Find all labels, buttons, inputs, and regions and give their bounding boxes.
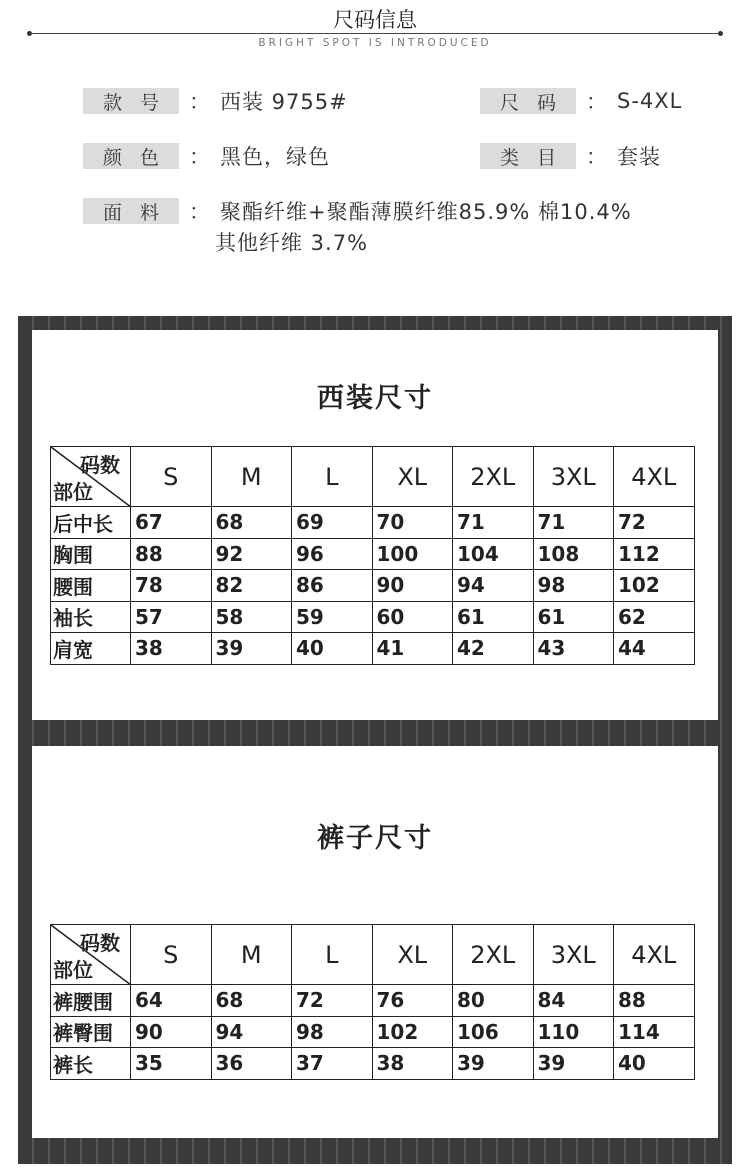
size-header: 2XL xyxy=(453,925,534,985)
value-cell: 61 xyxy=(453,601,534,633)
suit-size-frame xyxy=(18,316,732,744)
value-cell: 96 xyxy=(292,538,373,570)
value-cell: 71 xyxy=(533,507,614,539)
divider-dot-right xyxy=(718,31,723,36)
value-cell: 72 xyxy=(292,985,373,1017)
size-header: 4XL xyxy=(614,925,695,985)
info-category-row xyxy=(480,142,661,170)
info-color-row xyxy=(83,142,330,170)
value-cell: 68 xyxy=(211,507,292,539)
category-tag: 类目 xyxy=(480,143,576,169)
value-cell: 44 xyxy=(614,633,695,665)
value-cell: 92 xyxy=(211,538,292,570)
table-row xyxy=(51,1048,695,1080)
size-tag: 尺码 xyxy=(480,88,576,114)
value-cell: 59 xyxy=(292,601,373,633)
part-cell: 胸围 xyxy=(51,538,131,570)
size-header: XL xyxy=(372,925,453,985)
table-row xyxy=(51,1016,695,1048)
value-cell: 86 xyxy=(292,570,373,602)
value-cell: 62 xyxy=(614,601,695,633)
colon: ： xyxy=(189,90,210,114)
value-cell: 72 xyxy=(614,507,695,539)
value-cell: 110 xyxy=(533,1016,614,1048)
value-cell: 98 xyxy=(292,1016,373,1048)
value-cell: 67 xyxy=(131,507,212,539)
value-cell: 38 xyxy=(372,1048,453,1080)
info-fabric-row xyxy=(83,197,632,225)
color-tag: 颜色 xyxy=(83,143,179,169)
value-cell: 102 xyxy=(614,570,695,602)
size-header: M xyxy=(211,925,292,985)
part-cell: 袖长 xyxy=(51,601,131,633)
style-number-value: 西装 9755# xyxy=(220,90,348,114)
corner-part-label: 部位 xyxy=(53,958,93,982)
value-cell: 88 xyxy=(614,985,695,1017)
pants-size-frame xyxy=(18,728,732,1164)
value-cell: 40 xyxy=(292,633,373,665)
size-header: L xyxy=(292,925,373,985)
value-cell: 82 xyxy=(211,570,292,602)
size-header: 4XL xyxy=(614,447,695,507)
value-cell: 69 xyxy=(292,507,373,539)
suit-size-table xyxy=(50,446,695,665)
value-cell: 38 xyxy=(131,633,212,665)
suit-size-title: 西装尺寸 xyxy=(317,383,433,414)
size-header: 3XL xyxy=(533,447,614,507)
value-cell: 80 xyxy=(453,985,534,1017)
value-cell: 108 xyxy=(533,538,614,570)
table-header-row xyxy=(51,925,695,985)
colon: ： xyxy=(189,145,210,169)
value-cell: 42 xyxy=(453,633,534,665)
value-cell: 94 xyxy=(211,1016,292,1048)
value-cell: 37 xyxy=(292,1048,373,1080)
value-cell: 78 xyxy=(131,570,212,602)
value-cell: 58 xyxy=(211,601,292,633)
colon: ： xyxy=(586,145,607,169)
colon: ： xyxy=(586,90,607,114)
table-row xyxy=(51,985,695,1017)
value-cell: 112 xyxy=(614,538,695,570)
header-divider xyxy=(30,33,720,34)
value-cell: 114 xyxy=(614,1016,695,1048)
value-cell: 100 xyxy=(372,538,453,570)
corner-cell xyxy=(51,925,131,985)
value-cell: 64 xyxy=(131,985,212,1017)
fabric-tag: 面料 xyxy=(83,198,179,224)
fabric-value-line1: 聚酯纤维+聚酯薄膜纤维85.9% 棉10.4% xyxy=(220,200,632,224)
value-cell: 39 xyxy=(453,1048,534,1080)
style-number-tag: 款号 xyxy=(83,88,179,114)
info-size-row xyxy=(480,87,682,115)
corner-size-label: 码数 xyxy=(80,453,120,477)
part-cell: 裤长 xyxy=(51,1048,131,1080)
value-cell: 98 xyxy=(533,570,614,602)
pants-size-table xyxy=(50,924,695,1080)
value-cell: 88 xyxy=(131,538,212,570)
corner-size-label: 码数 xyxy=(80,931,120,955)
value-cell: 39 xyxy=(533,1048,614,1080)
size-header: XL xyxy=(372,447,453,507)
value-cell: 60 xyxy=(372,601,453,633)
table-row xyxy=(51,633,695,665)
value-cell: 61 xyxy=(533,601,614,633)
table-row xyxy=(51,601,695,633)
page-subtitle: BRIGHT SPOT IS INTRODUCED xyxy=(258,37,492,49)
value-cell: 36 xyxy=(211,1048,292,1080)
value-cell: 90 xyxy=(131,1016,212,1048)
part-cell: 腰围 xyxy=(51,570,131,602)
suit-size-panel xyxy=(32,330,718,720)
value-cell: 57 xyxy=(131,601,212,633)
page-title: 尺码信息 xyxy=(333,8,417,32)
size-header: M xyxy=(211,447,292,507)
table-header-row xyxy=(51,447,695,507)
size-header: S xyxy=(131,447,212,507)
value-cell: 41 xyxy=(372,633,453,665)
value-cell: 40 xyxy=(614,1048,695,1080)
pants-size-panel xyxy=(32,746,718,1138)
fabric-value-line2: 其他纤维 3.7% xyxy=(215,231,369,255)
value-cell: 76 xyxy=(372,985,453,1017)
value-cell: 43 xyxy=(533,633,614,665)
pants-size-title: 裤子尺寸 xyxy=(317,823,433,854)
size-header: 2XL xyxy=(453,447,534,507)
part-cell: 后中长 xyxy=(51,507,131,539)
value-cell: 84 xyxy=(533,985,614,1017)
part-cell: 裤腰围 xyxy=(51,985,131,1017)
size-header: S xyxy=(131,925,212,985)
value-cell: 68 xyxy=(211,985,292,1017)
size-value: S-4XL xyxy=(617,89,683,113)
color-value: 黑色，绿色 xyxy=(220,145,330,169)
table-row xyxy=(51,570,695,602)
value-cell: 102 xyxy=(372,1016,453,1048)
size-header: L xyxy=(292,447,373,507)
info-style-row xyxy=(83,87,348,115)
value-cell: 70 xyxy=(372,507,453,539)
corner-cell xyxy=(51,447,131,507)
value-cell: 71 xyxy=(453,507,534,539)
value-cell: 94 xyxy=(453,570,534,602)
part-cell: 裤臀围 xyxy=(51,1016,131,1048)
corner-part-label: 部位 xyxy=(53,480,93,504)
value-cell: 90 xyxy=(372,570,453,602)
category-value: 套装 xyxy=(617,145,661,169)
value-cell: 106 xyxy=(453,1016,534,1048)
table-row xyxy=(51,507,695,539)
value-cell: 104 xyxy=(453,538,534,570)
value-cell: 35 xyxy=(131,1048,212,1080)
value-cell: 39 xyxy=(211,633,292,665)
colon: ： xyxy=(189,200,210,224)
size-header: 3XL xyxy=(533,925,614,985)
part-cell: 肩宽 xyxy=(51,633,131,665)
table-row xyxy=(51,538,695,570)
